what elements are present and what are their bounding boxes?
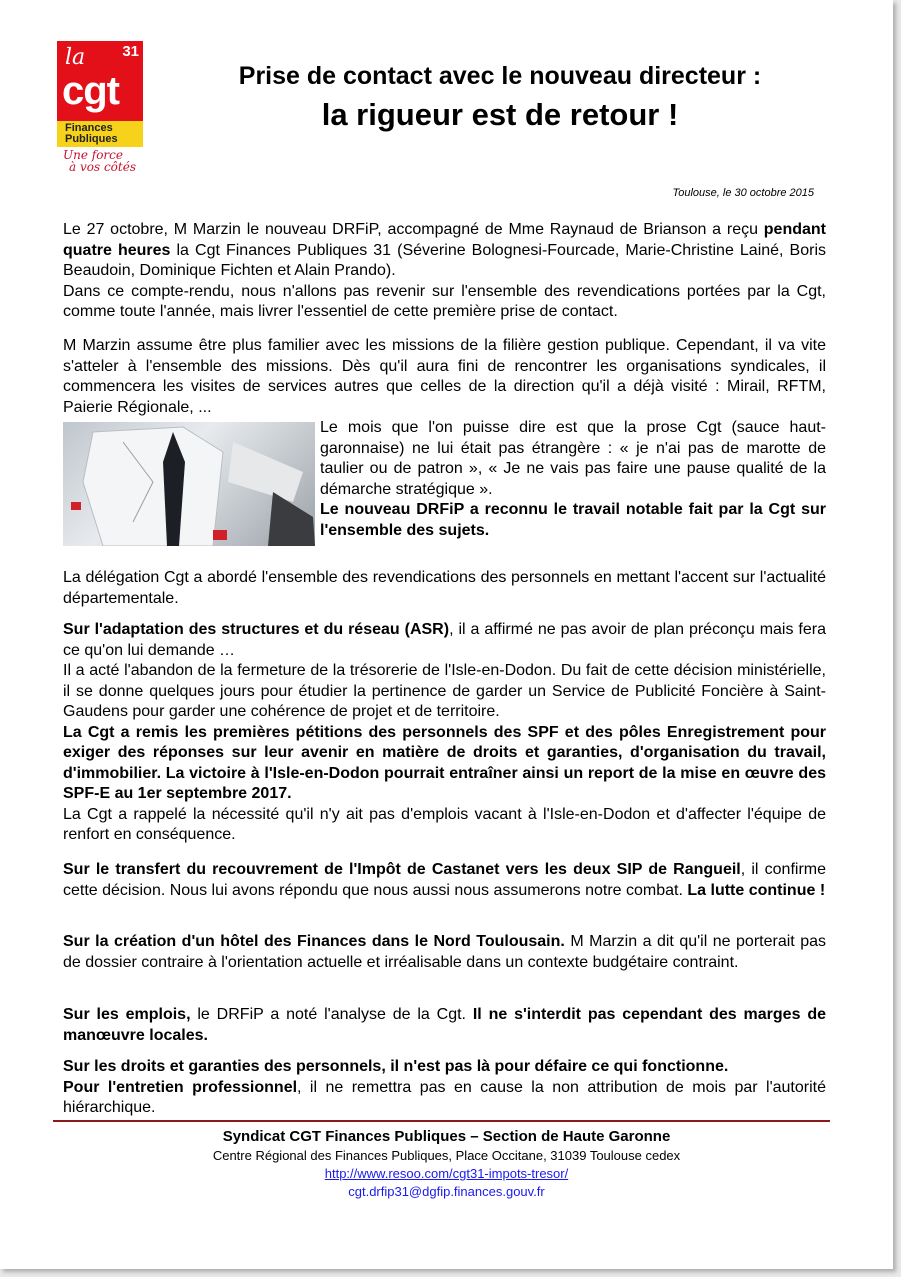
paragraph: Pour l'entretien professionnel, il ne remettra pas en cause la non attribution de mois par l'autorité hiérarchique. <box>63 1078 827 1116</box>
torn-shirt-photo <box>63 422 315 546</box>
paragraph: La délégation Cgt a abordé l'ensemble des revendications des personnels en mettant l'accent sur l'actualité départementale. <box>63 569 826 607</box>
footer-url-link[interactable]: http://www.resoo.com/cgt31-impots-tresor/ <box>324 1166 569 1181</box>
logo-number: 31 <box>122 43 139 60</box>
paragraph: La Cgt a rappelé la nécessité qu'il n'y ait pas d'emplois vacant à l'Isle-en-Dodon et d'affecter l'équipe de renfort en conséquence. <box>63 805 826 843</box>
rights-block <box>63 1057 826 1119</box>
paragraph: Sur les droits et garanties des personnels, il n'est pas là pour défaire ce qui fonctionne. <box>63 1058 729 1075</box>
cgt-logo <box>57 41 143 147</box>
paragraph: Sur la création d'un hôtel des Finances dans le Nord Toulousain. M Marzin a dit qu'il ne porterait pas de dossier contraire à l'orientation actuelle et irréalisable dans un contexte budgétaire contraint. <box>63 933 826 971</box>
footer-org: Syndicat CGT Finances Publiques – Section de Haute Garonne <box>222 1128 671 1145</box>
paragraph: M Marzin assume être plus familier avec les missions de la filière gestion publique. Cependant, il va vite s'atteler à l'ensemble des missions. Dès qu'il aura fini de rencontrer les organisations syndicales, il commencera les visites de services autres que celles de la direction qu'il a déjà visité : Mirail, RFTM, Paierie Régionale, ... <box>63 337 826 416</box>
logo-line1: Finances <box>65 122 113 134</box>
asr-block <box>63 620 826 846</box>
logo-cgt: cgt <box>62 69 119 113</box>
paragraph: Sur le transfert du recouvrement de l'Impôt de Castanet vers les deux SIP de Rangueil, il confirme cette décision. Nous lui avons répondu que nous aussi nous assumerons notre combat. La lutte continue ! <box>63 861 827 899</box>
dateline: Toulouse, le 30 octobre 2015 <box>672 187 814 199</box>
page-subtitle: la rigueur est de retour ! <box>321 97 679 132</box>
intro-block <box>63 220 826 323</box>
logo-slogan <box>63 149 136 173</box>
paragraph: Dans ce compte-rendu, nous n'allons pas revenir sur l'ensemble des revendications portées par la Cgt, comme toute l'année, mais livrer l'essentiel de cette première prise de contact. <box>63 282 826 320</box>
paragraph: Le 27 octobre, M Marzin le nouveau DRFiP, accompagné de Mme Raynaud de Brianson a reçu pendant quatre heures la Cgt Finances Publiques 31 (Séverine Bolognesi-Fourcade, Marie-Christine Lainé, Boris Beaudoin, Dominique Fichten et Alain Prando). <box>63 221 827 279</box>
logo-band <box>57 121 143 147</box>
footer-email-link[interactable]: cgt.drfip31@dgfip.finances.gouv.fr <box>348 1184 545 1199</box>
paragraph: Sur l'adaptation des structures et du réseau (ASR), il a affirmé ne pas avoir de plan préconçu mais fera ce qu'on lui demande … <box>63 621 827 659</box>
logo-la: la <box>65 45 86 70</box>
side-text <box>320 418 826 541</box>
paragraph: Le mois que l'on puisse dire est que la prose Cgt (sauce haut-garonnaise) ne lui était pas étrangère : « je n'ai pas de marotte de taulier ou de patron », « Je ne vais pas faire une pause qualité de la démarche stratégique ». <box>320 419 826 498</box>
paragraph: Sur les emplois, le DRFiP a noté l'analyse de la Cgt. Il ne s'interdit pas cependant des marges de manœuvre locales. <box>63 1006 826 1044</box>
page-title: Prise de contact avec le nouveau directeur : <box>238 62 762 90</box>
paragraph: Il a acté l'abandon de la fermeture de la trésorerie de l'Isle-en-Dodon. Du fait de cette décision ministérielle, il se donne quelques jours pour étudier la pertinence de garder un Service de Publicité Foncière à Saint-Gaudens pour garder une cohérence de projet et de territoire. <box>63 662 826 720</box>
slogan-line1: Une force <box>63 148 123 162</box>
slogan-line2: à vos côtés <box>69 160 136 174</box>
logo-line2: Publiques <box>65 133 118 145</box>
footer-address: Centre Régional des Finances Publiques, Place Occitane, 31039 Toulouse cedex <box>212 1148 681 1163</box>
paragraph: La Cgt a remis les premières pétitions des personnels des SPF et des pôles Enregistrement pour exiger des réponses sur leur avenir en matière de droits et garanties, d'organisation du travail, d'immobilier. La victoire à l'Isle-en-Dodon pourrait entraîner ainsi un report de la mise en œuvre des SPF-E au 1er septembre 2017. <box>63 723 826 802</box>
paragraph: Le nouveau DRFiP a reconnu le travail notable fait par la Cgt sur l'ensemble des sujets. <box>320 501 826 539</box>
footer-divider <box>53 1120 830 1122</box>
